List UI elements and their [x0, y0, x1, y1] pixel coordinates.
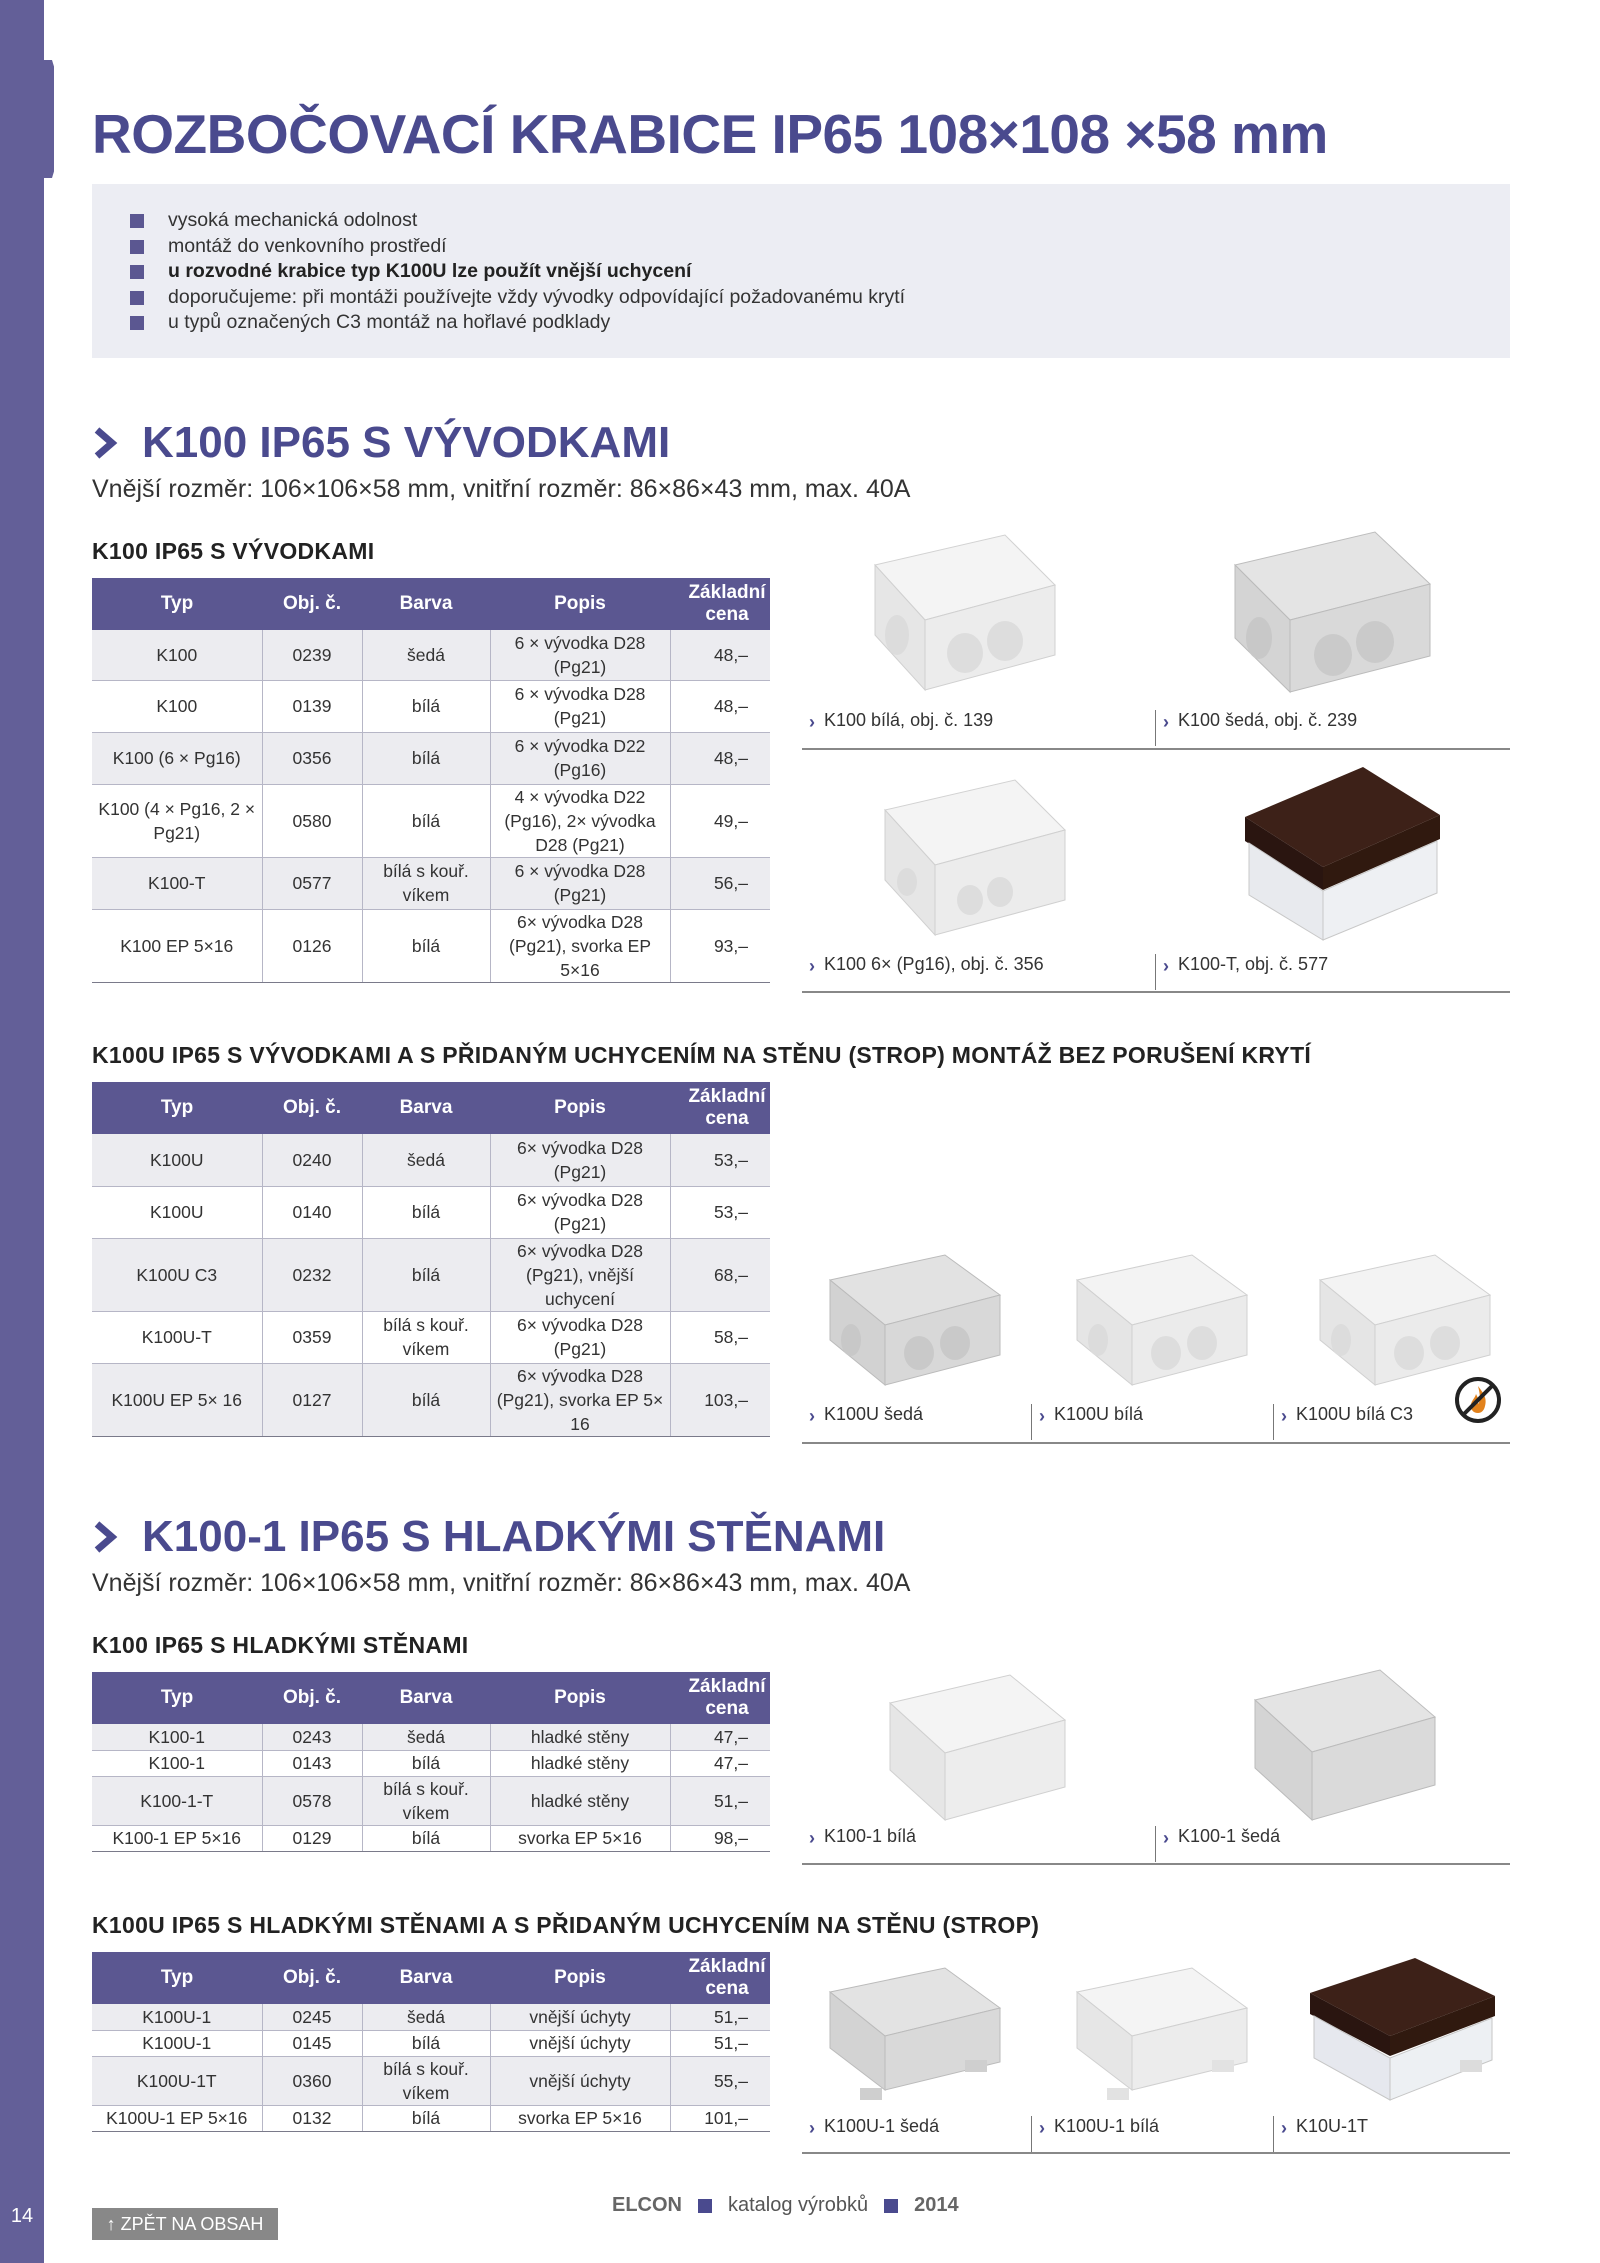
image-caption: › K100-T, obj. č. 577 [1163, 954, 1329, 976]
image-caption: › K100 šedá, obj. č. 239 [1163, 710, 1358, 732]
column-header: Barva [362, 578, 490, 630]
feature-item: u typů označených C3 montáž na hořlavé podklady [130, 310, 1510, 336]
column-header: Typ [92, 1672, 262, 1724]
table-cell: K100U-1 [92, 2004, 262, 2030]
table-cell: 47,– [670, 1750, 770, 1776]
image-caption: › K100U bílá [1032, 1404, 1274, 1440]
table-cell: 6 × vývodka D28 (Pg21) [490, 680, 670, 732]
table-cell: 0140 [262, 1186, 362, 1238]
image-captions-row-4 [802, 1826, 1510, 1862]
table-cell: šedá [362, 1724, 490, 1750]
table-cell: 58,– [670, 1311, 770, 1363]
chevron-right-icon: › [809, 712, 815, 732]
chevron-right-icon: › [1281, 2118, 1287, 2138]
table-header-row [92, 1082, 770, 1134]
feature-item: u rozvodné krabice typ K100U lze použít vnější uchycení [130, 259, 1510, 285]
section-heading-k100 [92, 418, 670, 468]
table-cell: bílá [362, 1238, 490, 1311]
image-caption: › K100 bílá, obj. č. 139 [802, 710, 1156, 746]
chevron-right-icon [92, 1520, 118, 1554]
product-image-k100u-1-white [1062, 1960, 1267, 2110]
table-cell: K100 EP 5×16 [92, 909, 262, 982]
product-image-k100-pg16 [865, 770, 1085, 950]
divider [802, 1442, 1510, 1444]
table-cell: 6× vývodka D28 (Pg21) [490, 1311, 670, 1363]
table-cell: 6 × vývodka D22 (Pg16) [490, 732, 670, 784]
product-table-k100-1 [92, 1672, 770, 1852]
table-header-row [92, 1952, 770, 2004]
table-cell: hladké stěny [490, 1776, 670, 1825]
table-row [92, 1724, 770, 1750]
column-header: Popis [490, 1952, 670, 2004]
section-dimensions: Vnější rozměr: 106×106×58 mm, vnitřní rozměr: 86×86×43 mm, max. 40A [92, 475, 911, 503]
product-image-k100-white [855, 525, 1075, 705]
column-header: Typ [92, 578, 262, 630]
table-cell: šedá [362, 1134, 490, 1186]
table-cell: 47,– [670, 1724, 770, 1750]
table-cell: hladké stěny [490, 1724, 670, 1750]
table-cell: 6× vývodka D28 (Pg21), svorka EP 5×16 [490, 909, 670, 982]
table-cell: 103,– [670, 1363, 770, 1436]
table-cell: hladké stěny [490, 1750, 670, 1776]
table-cell: 0143 [262, 1750, 362, 1776]
column-header: Barva [362, 1672, 490, 1724]
chevron-right-icon [92, 426, 118, 460]
table-row [92, 1825, 770, 1851]
column-header: Barva [362, 1082, 490, 1134]
table-cell: K100U-1 [92, 2030, 262, 2056]
table-cell: 51,– [670, 1776, 770, 1825]
table-cell: K100-1 [92, 1724, 262, 1750]
table-cell: 0232 [262, 1238, 362, 1311]
table-cell: 0243 [262, 1724, 362, 1750]
chevron-right-icon: › [809, 2118, 815, 2138]
table-row [92, 909, 770, 982]
divider [802, 1863, 1510, 1865]
table-cell: K100U-T [92, 1311, 262, 1363]
table-cell: 0126 [262, 909, 362, 982]
table-cell: 53,– [670, 1134, 770, 1186]
column-header: Základní cena [670, 1672, 770, 1724]
feature-item: vysoká mechanická odolnost [130, 208, 1510, 234]
table-cell: K100 [92, 680, 262, 732]
table-cell: vnější úchyty [490, 2004, 670, 2030]
column-header: Základní cena [670, 578, 770, 630]
table-row [92, 2105, 770, 2131]
table-cell: bílá [362, 732, 490, 784]
table-cell: 55,– [670, 2056, 770, 2105]
table-cell: 6× vývodka D28 (Pg21), vnější uchycení [490, 1238, 670, 1311]
table-cell: 53,– [670, 1186, 770, 1238]
product-table-k100u [92, 1082, 770, 1437]
table-cell: 56,– [670, 857, 770, 909]
table-cell: 0360 [262, 2056, 362, 2105]
table-cell: 4 × vývodka D22 (Pg16), 2× vývodka D28 (Pg21) [490, 784, 670, 857]
table-cell: 0129 [262, 1825, 362, 1851]
table-cell: vnější úchyty [490, 2056, 670, 2105]
table-row [92, 1750, 770, 1776]
product-image-k100-t [1235, 755, 1450, 955]
column-header: Barva [362, 1952, 490, 2004]
table-title: K100U IP65 S VÝVODKAMI A S PŘIDANÝM UCHYCENÍM NA STĚNU (STROP) MONTÁŽ BEZ PORUŠENÍ KRYTÍ [92, 1042, 1312, 1068]
image-caption: › K100U-1 šedá [802, 2116, 1032, 2152]
table-cell: bílá s kouř. víkem [362, 2056, 490, 2105]
table-row [92, 630, 770, 680]
chevron-right-icon: › [809, 956, 815, 976]
image-caption: › K100U-1 bílá [1032, 2116, 1274, 2152]
chevron-right-icon: › [1039, 2118, 1045, 2138]
table-cell: 6× vývodka D28 (Pg21) [490, 1134, 670, 1186]
table-row [92, 1311, 770, 1363]
column-header: Základní cena [670, 1952, 770, 2004]
table-cell: 0356 [262, 732, 362, 784]
table-cell: 0139 [262, 680, 362, 732]
table-cell: bílá [362, 909, 490, 982]
table-cell: bílá [362, 2105, 490, 2131]
square-bullet-icon [698, 2199, 712, 2213]
table-cell: K100U [92, 1186, 262, 1238]
image-captions-row-3 [802, 1404, 1510, 1440]
table-cell: K100 (4 × Pg16, 2 × Pg21) [92, 784, 262, 857]
table-cell: 0577 [262, 857, 362, 909]
table-cell: svorka EP 5×16 [490, 1825, 670, 1851]
table-cell: 51,– [670, 2030, 770, 2056]
chevron-right-icon: › [1039, 1406, 1045, 1426]
table-cell: 48,– [670, 630, 770, 680]
product-image-k100u-grey [815, 1245, 1020, 1395]
column-header: Základní cena [670, 1082, 770, 1134]
table-cell: K100-1-T [92, 1776, 262, 1825]
table-row [92, 1776, 770, 1825]
section-dimensions: Vnější rozměr: 106×106×58 mm, vnitřní rozměr: 86×86×43 mm, max. 40A [92, 1569, 911, 1597]
feature-item: montáž do venkovního prostředí [130, 234, 1510, 260]
column-header: Popis [490, 1082, 670, 1134]
table-row [92, 2030, 770, 2056]
feature-list [92, 184, 1510, 336]
footer [612, 2194, 959, 2217]
image-caption: › K10U-1T [1281, 2116, 1369, 2138]
footer-catalog: katalog výrobků [728, 2194, 869, 2216]
table-row [92, 2004, 770, 2030]
feature-box [92, 184, 1510, 358]
table-cell: 6 × vývodka D28 (Pg21) [490, 630, 670, 680]
chevron-right-icon: › [809, 1406, 815, 1426]
chevron-right-icon: › [1163, 712, 1169, 732]
table-cell: K100 [92, 630, 262, 680]
table-cell: K100U C3 [92, 1238, 262, 1311]
product-image-k100-1-white [870, 1665, 1080, 1830]
column-header: Obj. č. [262, 1952, 362, 2004]
table-row [92, 857, 770, 909]
product-table-k100u-1 [92, 1952, 770, 2132]
footer-brand: ELCON [612, 2194, 682, 2216]
square-bullet-icon [884, 2199, 898, 2213]
table-cell: bílá [362, 784, 490, 857]
back-to-contents-link[interactable]: ↑ ZPĚT NA OBSAH [92, 2208, 278, 2240]
chevron-right-icon: › [1163, 956, 1169, 976]
table-cell: 93,– [670, 909, 770, 982]
table-row [92, 680, 770, 732]
column-header: Popis [490, 1672, 670, 1724]
table-cell: 0127 [262, 1363, 362, 1436]
table-row [92, 1186, 770, 1238]
column-header: Typ [92, 1952, 262, 2004]
left-sidebar [0, 0, 44, 2263]
table-cell: bílá s kouř. víkem [362, 1776, 490, 1825]
table-cell: K100U-1 EP 5×16 [92, 2105, 262, 2131]
image-caption: › K100-1 bílá [802, 1826, 1156, 1862]
table-title: K100U IP65 S HLADKÝMI STĚNAMI A S PŘIDANÝM UCHYCENÍM NA STĚNU (STROP) [92, 1912, 1040, 1938]
title-tab-marker [0, 60, 54, 178]
table-cell: bílá [362, 680, 490, 732]
product-image-k100u-1-grey [815, 1960, 1020, 2110]
table-cell: 6× vývodka D28 (Pg21) [490, 1186, 670, 1238]
table-cell: 49,– [670, 784, 770, 857]
divider [802, 991, 1510, 993]
divider [802, 748, 1510, 750]
table-cell: 51,– [670, 2004, 770, 2030]
section-title: K100 IP65 S VÝVODKAMI [142, 418, 671, 467]
table-cell: bílá [362, 2030, 490, 2056]
table-cell: 0132 [262, 2105, 362, 2131]
table-cell: 98,– [670, 1825, 770, 1851]
table-row [92, 732, 770, 784]
image-captions-row-2 [802, 954, 1510, 990]
table-cell: bílá [362, 1363, 490, 1436]
chevron-right-icon: › [1281, 1406, 1287, 1426]
table-cell: 0145 [262, 2030, 362, 2056]
table-cell: šedá [362, 630, 490, 680]
image-caption: › K100-1 šedá [1163, 1826, 1281, 1848]
table-cell: bílá [362, 1825, 490, 1851]
table-cell: šedá [362, 2004, 490, 2030]
column-header: Obj. č. [262, 1672, 362, 1724]
table-cell: 0239 [262, 630, 362, 680]
feature-item: doporučujeme: při montáži používejte vždy vývodky odpovídající požadovanému krytí [130, 285, 1510, 311]
product-image-k100u-white [1062, 1245, 1267, 1395]
image-caption: › K100U bílá C3 [1281, 1404, 1414, 1426]
chevron-right-icon: › [1163, 1828, 1169, 1848]
table-row [92, 1363, 770, 1436]
divider [802, 2152, 1510, 2154]
table-cell: bílá s kouř. víkem [362, 857, 490, 909]
table-cell: K100U EP 5× 16 [92, 1363, 262, 1436]
table-cell: K100-T [92, 857, 262, 909]
section-title: K100-1 IP65 S HLADKÝMI STĚNAMI [142, 1512, 886, 1561]
table-cell: 6 × vývodka D28 (Pg21) [490, 857, 670, 909]
column-header: Typ [92, 1082, 262, 1134]
column-header: Popis [490, 578, 670, 630]
product-image-k100-1-grey [1235, 1660, 1450, 1830]
column-header: Obj. č. [262, 1082, 362, 1134]
table-cell: bílá s kouř. víkem [362, 1311, 490, 1363]
table-row [92, 1238, 770, 1311]
table-cell: K100-1 EP 5×16 [92, 1825, 262, 1851]
product-table-k100 [92, 578, 770, 983]
image-captions-row-5 [802, 2116, 1510, 2152]
table-cell: bílá [362, 1750, 490, 1776]
page-number: 14 [10, 2205, 34, 2227]
image-caption: › K100U šedá [802, 1404, 1032, 1440]
product-image-k10u-1t [1300, 1948, 1510, 2113]
table-cell: 0245 [262, 2004, 362, 2030]
section-heading-k100-1 [92, 1512, 885, 1562]
table-title: K100 IP65 S VÝVODKAMI [92, 538, 375, 564]
table-cell: bílá [362, 1186, 490, 1238]
table-cell: 48,– [670, 732, 770, 784]
table-header-row [92, 578, 770, 630]
table-title: K100 IP65 S HLADKÝMI STĚNAMI [92, 1632, 469, 1658]
table-row [92, 2056, 770, 2105]
image-caption: › K100 6× (Pg16), obj. č. 356 [802, 954, 1156, 990]
product-image-k100-grey [1215, 520, 1445, 705]
table-cell: K100U-1T [92, 2056, 262, 2105]
table-cell: 48,– [670, 680, 770, 732]
column-header: Obj. č. [262, 578, 362, 630]
table-row [92, 784, 770, 857]
table-cell: K100U [92, 1134, 262, 1186]
footer-year: 2014 [914, 2194, 959, 2216]
table-cell: svorka EP 5×16 [490, 2105, 670, 2131]
table-cell: K100-1 [92, 1750, 262, 1776]
table-cell: 0580 [262, 784, 362, 857]
chevron-right-icon: › [809, 1828, 815, 1848]
table-cell: vnější úchyty [490, 2030, 670, 2056]
table-cell: 101,– [670, 2105, 770, 2131]
page-title: ROZBOČOVACÍ KRABICE IP65 108×108 ×58 mm [92, 103, 1328, 165]
product-image-k100u-white-c3 [1305, 1245, 1510, 1395]
table-cell: K100 (6 × Pg16) [92, 732, 262, 784]
table-cell: 0359 [262, 1311, 362, 1363]
image-captions-row-1 [802, 710, 1510, 746]
table-header-row [92, 1672, 770, 1724]
table-cell: 6× vývodka D28 (Pg21), svorka EP 5× 16 [490, 1363, 670, 1436]
table-cell: 0578 [262, 1776, 362, 1825]
table-row [92, 1134, 770, 1186]
table-cell: 0240 [262, 1134, 362, 1186]
table-cell: 68,– [670, 1238, 770, 1311]
